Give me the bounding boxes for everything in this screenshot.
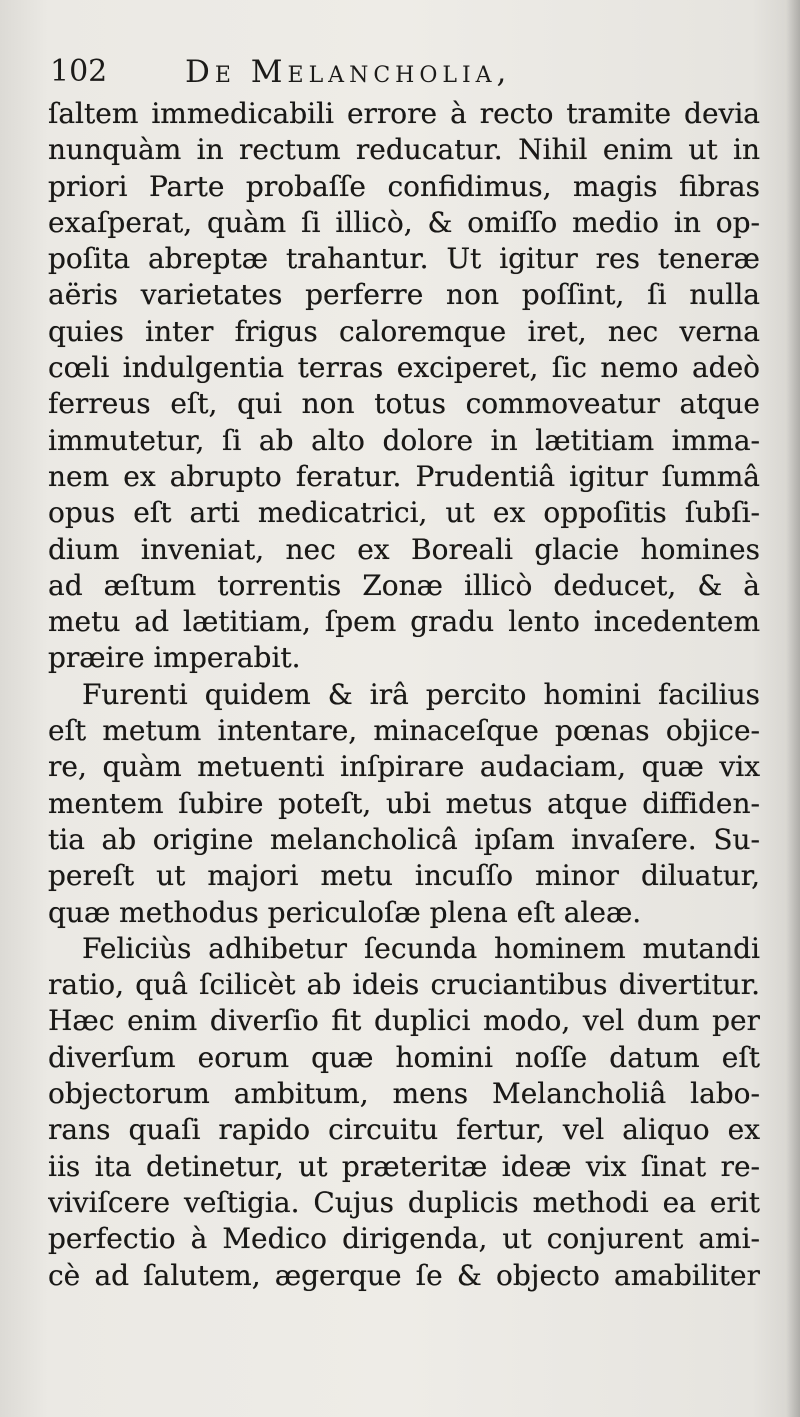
text-line: ratio, quâ ſcilicèt ab ideis cruciantibus divertitur. bbox=[48, 968, 760, 1002]
text-line: quies inter frigus caloremque iret, nec verna bbox=[48, 314, 760, 348]
text-line: aëris varietates perferre non poſſint, ſi nulla bbox=[48, 278, 760, 312]
text-line: Furenti quidem & irâ percito homini facilius bbox=[82, 677, 760, 711]
text-line: viviſcere veſtigia. Cujus duplicis methodi ea erit bbox=[48, 1185, 760, 1219]
page-header bbox=[50, 48, 770, 96]
text-line: metu ad lætitiam, ſpem gradu lento incedentem bbox=[48, 605, 760, 639]
body-text bbox=[48, 96, 760, 1294]
text-line: re, quàm metuenti inſpirare audaciam, quæ vix bbox=[48, 750, 760, 784]
text-line: ferreus eſt, qui non totus commoveatur atque bbox=[48, 387, 760, 421]
text-line: nem ex abrupto feratur. Prudentiâ igitur ſummâ bbox=[48, 459, 760, 493]
text-line: perfectio à Medico dirigenda, ut conjurent ami- bbox=[48, 1222, 760, 1256]
text-line: Feliciùs adhibetur ſecunda hominem mutandi bbox=[82, 931, 760, 965]
text-line: cœli indulgentia terras exciperet, ſic nemo adeò bbox=[48, 351, 760, 385]
text-line: priori Parte probaſſe confidimus, magis fibras bbox=[48, 169, 760, 203]
text-line: mentem ſubire poteſt, ubi metus atque diffiden- bbox=[48, 786, 760, 820]
text-line: poſita abreptæ trahantur. Ut igitur res teneræ bbox=[48, 242, 760, 276]
text-line: rans quaſi rapido circuitu fertur, vel aliquo ex bbox=[48, 1113, 760, 1147]
text-line: objectorum ambitum, mens Melancholiâ labo- bbox=[48, 1077, 760, 1111]
running-title: De Melancholia, bbox=[185, 54, 512, 90]
text-line: ſaltem immedicabili errore à recto tramite devia bbox=[48, 97, 760, 130]
text-line: cè ad ſalutem, ægerque ſe & objecto amabiliter bbox=[48, 1258, 760, 1292]
text-line: iis ita detinetur, ut præteritæ ideæ vix ſinat re- bbox=[48, 1149, 760, 1183]
page-number: 102 bbox=[50, 54, 108, 89]
text-line: nunquàm in rectum reducatur. Nihil enim ut in bbox=[48, 133, 760, 167]
text-line: diverſum eorum quæ homini noſſe datum eſt bbox=[48, 1040, 760, 1074]
text-line: opus eſt arti medicatrici, ut ex oppoſitis ſubſi- bbox=[48, 496, 760, 530]
text-line: tia ab origine melancholicâ ipſam invaſere. Su- bbox=[48, 822, 760, 856]
text-line: dium inveniat, nec ex Boreali glacie homines bbox=[48, 532, 760, 566]
text-line: quæ methodus periculoſæ plena eſt aleæ. bbox=[48, 895, 642, 929]
text-line: pereſt ut majori metu incuſſo minor diluatur, bbox=[48, 859, 760, 893]
text-line: eſt metum intentare, minaceſque pœnas objice- bbox=[48, 714, 760, 748]
text-line: exaſperat, quàm ſi illicò, & omiſſo medio in op- bbox=[48, 205, 760, 239]
text-line: immutetur, ſi ab alto dolore in lætitiam imma- bbox=[48, 423, 760, 457]
text-line: præire imperabit. bbox=[48, 641, 301, 675]
text-line: ad æſtum torrentis Zonæ illicò deducet, & à bbox=[48, 568, 760, 602]
text-line: Hæc enim diverſio fit duplici modo, vel dum per bbox=[48, 1004, 760, 1038]
